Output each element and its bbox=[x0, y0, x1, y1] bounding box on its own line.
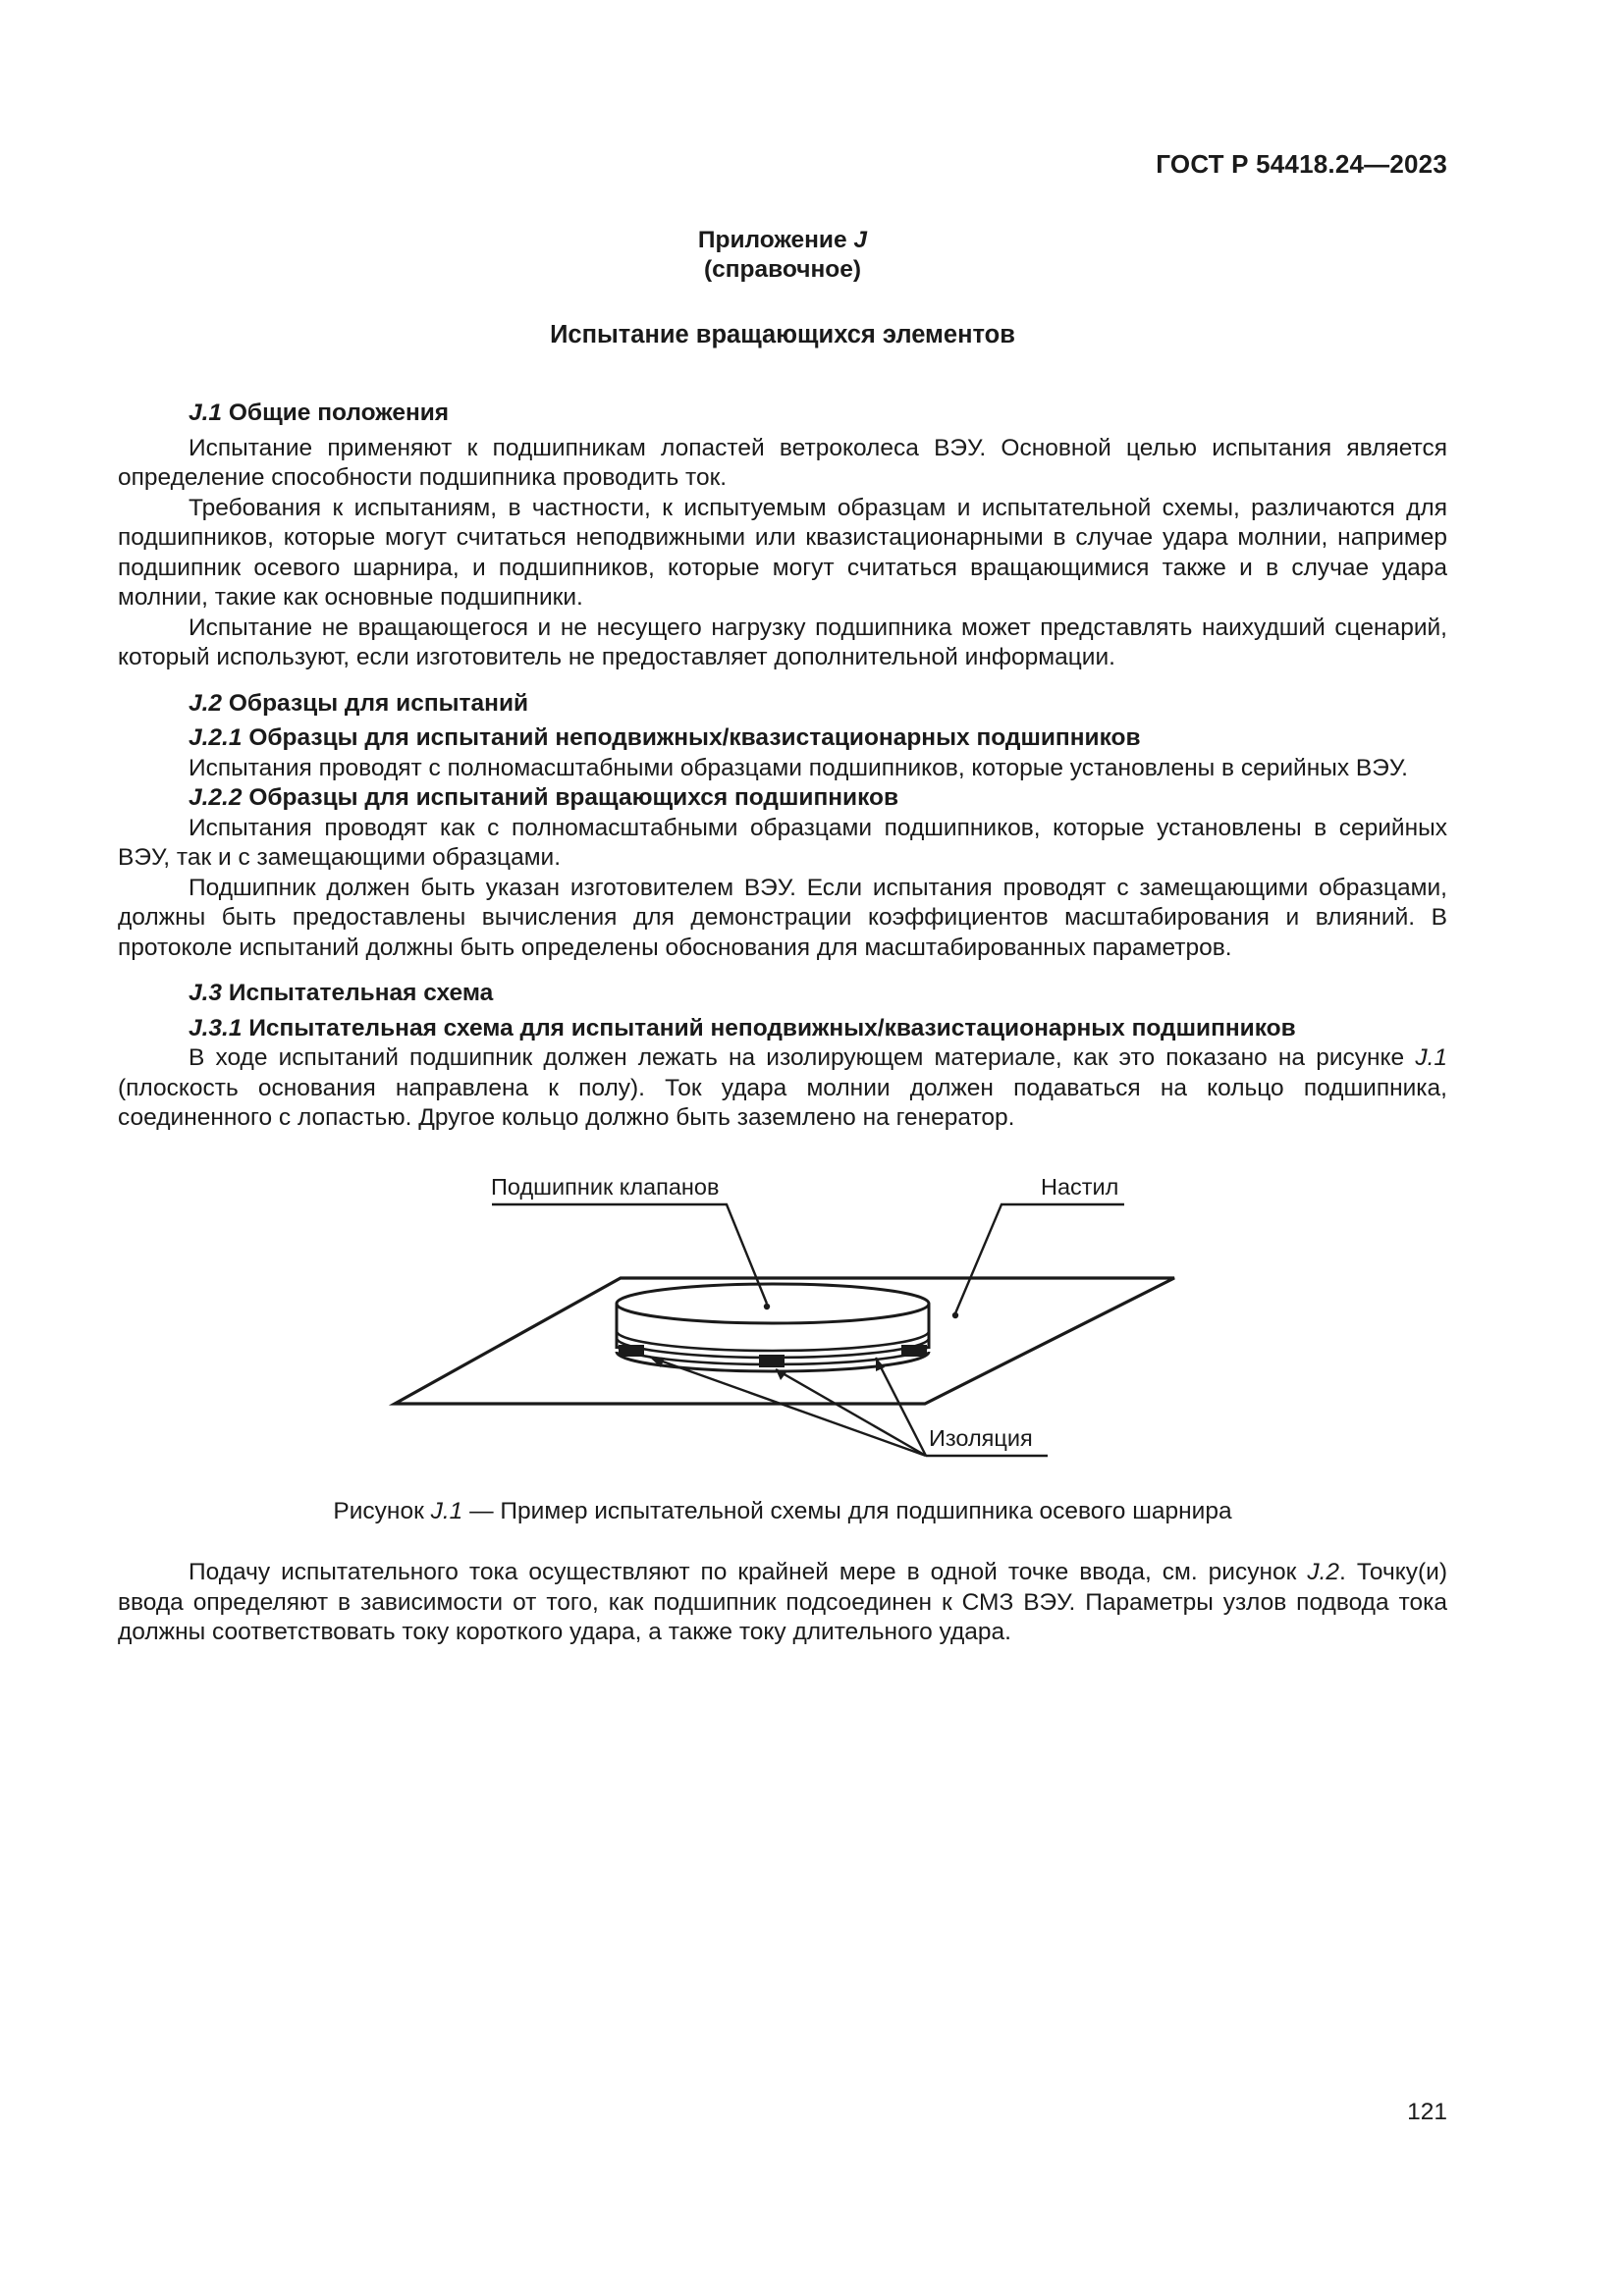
label-floor: Настил bbox=[1041, 1174, 1119, 1200]
section-heading-j1: J.1 Общие положения bbox=[189, 400, 450, 426]
annex-title: Испытание вращающихся элементов bbox=[550, 321, 1015, 348]
paragraph: Испытание применяют к подшипникам лопастей ветроколеса ВЭУ. Основной целью испытания является определение способности подшипника проводить ток. bbox=[118, 434, 1447, 491]
figure-j1 bbox=[118, 1168, 1447, 1492]
closing-paragraph-block bbox=[118, 1558, 1447, 1648]
annex-label: Приложение J bbox=[697, 227, 868, 253]
paragraph: Требования к испытаниям, в частности, к испытуемым образцам и испытательной схемы, различаются для подшипников, которые могут считаться неподвижными или квазистационарными в случае удара молнии, например подшипник осевого шарнира, и подшипников, которые могут считаться вращающимися также и в случае удара молнии, такие как основные подшипники. bbox=[118, 494, 1447, 611]
paragraph: Подшипник должен быть указан изготовителем ВЭУ. Если испытания проводят с замещающими образцами, должны быть предоставлены вычисления для демонстрации коэффициентов масштабирования и влияний. В протоколе испытаний должны быть определены обоснования для масштабированных параметров. bbox=[118, 874, 1447, 961]
leader-bearing bbox=[492, 1204, 767, 1304]
annex-status: (справочное) bbox=[703, 256, 862, 283]
paragraph: Испытания проводят с полномасштабными образцами подшипников, которые установлены в серийных ВЭУ. bbox=[189, 754, 1408, 781]
figure-caption: Рисунок J.1 — Пример испытательной схемы для подшипника осевого шарнира bbox=[333, 1498, 1232, 1524]
standard-number: ГОСТ Р 54418.24—2023 bbox=[1156, 149, 1447, 179]
subsection-heading-j31: J.3.1 Испытательная схема для испытаний неподвижных/квазистационарных подшипников bbox=[189, 1014, 1296, 1041]
leader-floor bbox=[955, 1204, 1124, 1313]
paragraph: Испытания проводят как с полномасштабными образцами подшипников, которые установлены в серийных ВЭУ, так и с замещающими образцами. bbox=[118, 814, 1447, 871]
figure-reference: J.2 bbox=[1307, 1559, 1340, 1585]
section-heading-j2: J.2 Образцы для испытаний bbox=[189, 689, 529, 717]
paragraph: Испытание не вращающегося и не несущего нагрузку подшипника может представлять наихудший сценарий, который используют, если изготовитель не предоставляет дополнительной информации. bbox=[118, 614, 1447, 670]
bearing-test-diagram bbox=[118, 1168, 1447, 1492]
label-insulation: Изоляция bbox=[929, 1425, 1033, 1451]
paragraph: В ходе испытаний подшипник должен лежать на изолирующем материале, как это показано на рисунке J.1 (плоскость основания направлена к полу). Ток удара молнии должен подаваться на кольцо подшипника, соединенного с лопастью. Другое кольцо должно быть заземлено на генератор. bbox=[118, 1044, 1447, 1131]
subsection-heading-j22: J.2.2 Образцы для испытаний вращающихся подшипников bbox=[189, 784, 899, 811]
bearing-side bbox=[617, 1304, 929, 1349]
bearing-top bbox=[617, 1284, 929, 1323]
floor-plate bbox=[395, 1278, 1174, 1404]
figure-reference: J.1 bbox=[1415, 1044, 1447, 1071]
label-bearing: Подшипник клапанов bbox=[491, 1174, 720, 1200]
document-body bbox=[118, 399, 1447, 1134]
annex-heading bbox=[118, 226, 1447, 285]
paragraph: Подачу испытательного тока осуществляют по крайней мере в одной точке ввода, см. рисунок J.2. Точку(и) ввода определяют в зависимости от того, как подшипник подсоединен к СМЗ ВЭУ. Параметры узлов подвода тока должны соответствовать току короткого удара, а также току длительного удара. bbox=[118, 1559, 1447, 1645]
subsection-heading-j21: J.2.1 Образцы для испытаний неподвижных/квазистационарных подшипников bbox=[189, 724, 1141, 751]
page-number: 121 bbox=[1407, 2099, 1447, 2125]
section-heading-j3: J.3 Испытательная схема bbox=[189, 980, 494, 1006]
annex-letter: J bbox=[853, 227, 868, 253]
